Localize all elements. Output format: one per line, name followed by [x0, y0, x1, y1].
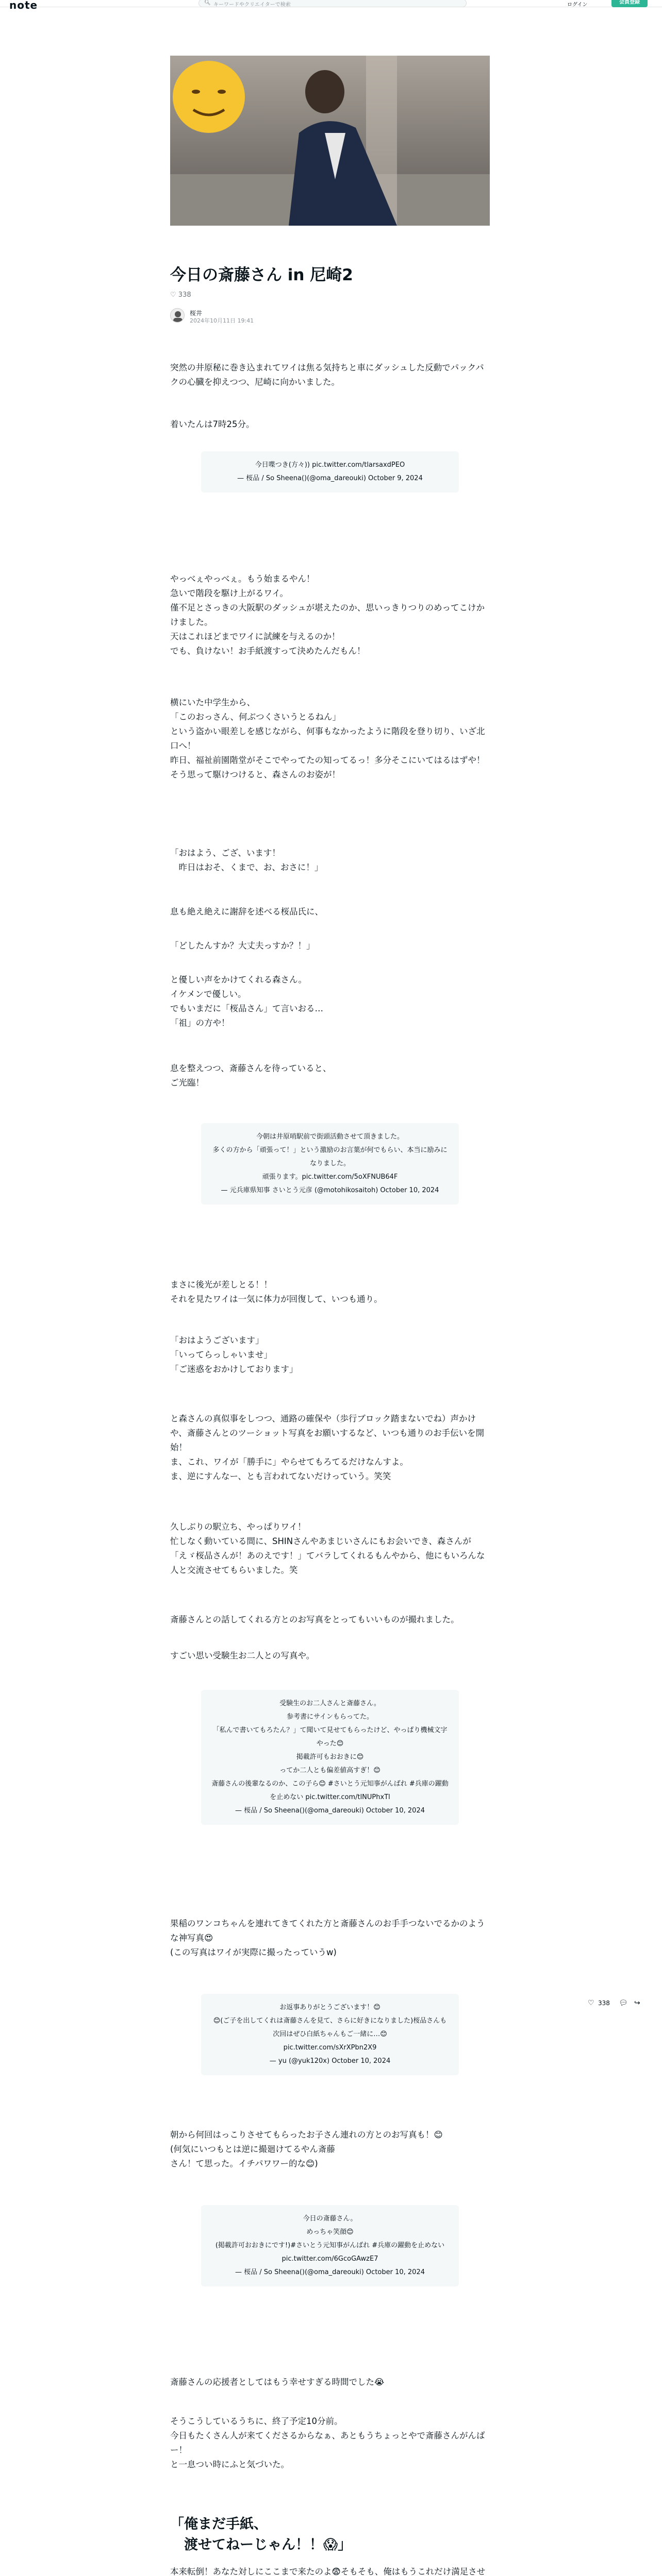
paragraph: 横にいた中学生から、 「このおっさん、何ぶつくさいうとるねん」 という盗かい眼差しを感じながら、何事もなかったように階段を登り切り、いざ北口へ！ 昨日、福祉前園階堂がそこでやってたの知ってるっ！多分そこにいてはるはずや！ そう思って駆けつけると、森さんのお姿が！	[170, 698, 485, 779]
paragraph: まさに後光が差しとる！！ それを見たワイは一気に体力が回復して、いつも通り。	[170, 1280, 383, 1304]
author-date: 2024年10月11日 19:41	[190, 317, 254, 324]
floating-reaction-bar	[588, 1999, 660, 2009]
author-name[interactable]: 桜井	[190, 310, 203, 317]
author-row[interactable]	[170, 308, 376, 326]
search-input[interactable]	[198, 0, 467, 7]
avatar[interactable]	[170, 308, 185, 323]
paragraph: 「おはようございます」 「いってらっしゃいませ」 「ご迷惑をおかけしております」	[170, 1335, 298, 1374]
paragraph: と優しい声をかけてくれる森さん。 イケメンで優しい。 でもいまだに「桜品さん」て言いおる… 「祖」の方や！	[170, 975, 323, 1028]
paragraph: 果稲のワンコちゃんを連れてきてくれた方と斎藤さんのお手手つないでるかのような神写真😍 (この写真はワイが実際に撮ったっていうw)	[170, 1919, 485, 1957]
embedded-tweet[interactable]: 今日の斎藤さん。 めっちゃ笑顔😊 (掲載許可おおきにです!)#さいとう元知事がんばれ #兵庫の躍動を止めない pic.twitter.com/6GcoGAwzE7 — 桜品 / So Sheena()(@oma_dareouki) October 10, 2024	[201, 2205, 459, 2286]
paragraph: 息を整えつつ、斎藤さんを待っていると、 ご光臨！	[170, 1063, 332, 1088]
embedded-tweet[interactable]: 今日喋つき(方々)) pic.twitter.com/tlarsaxdPEO — 桜品 / So Sheena()(@oma_dareouki) October 9, 2024	[201, 451, 459, 493]
embedded-tweet[interactable]: お返事ありがとうございます！😊 😊(ご子を出してくれは斎藤さんを見て、さらに好きになりました)桜品さんも次回はぜひ白紙ちゃんもご一緒に…😊 pic.twitter.com/sXrXPbn2X9 — yu (@yuk120x) October 10, 2024	[201, 1994, 459, 2075]
paragraph: 「どしたんすか？大丈夫っすか？！」	[170, 941, 315, 951]
heart-icon[interactable]: ♡	[588, 1999, 594, 2007]
avatar-icon	[171, 309, 185, 323]
paragraph: 朝から何回はっこりさせてもらったお子さん連れの方とのお写真も！😊 (何気にいつもとは逆に撮廻けてるやん斎藤 さん！て思った。イチパワワー的な😊)	[170, 2130, 443, 2168]
paragraph: すごい思い受験生お二人との写真や。	[170, 1651, 315, 1660]
paragraph: 着いたんは7時25分。	[170, 419, 255, 429]
signup-button[interactable]: 会員登録	[611, 0, 648, 7]
paragraph: 息も絶え絶えに謝辞を述べる桜品氏に、	[170, 907, 323, 917]
comment-icon[interactable]: 💬︎	[619, 1999, 628, 2007]
hero-photo	[170, 56, 490, 226]
share-icon[interactable]: ↪	[634, 1999, 640, 2007]
heart-icon[interactable]: ♡	[170, 291, 176, 299]
login-link[interactable]: ログイン	[567, 2, 588, 8]
paragraph: 突然の井原秘に巻き込まれてワイは焦る気持ちと車にダッシュした反動でパックパクの心臓を抑えつつ、尼崎に向かいました。	[170, 363, 484, 387]
article-title: 今日の斎藤さん in 尼崎2	[170, 266, 353, 284]
paragraph: そうこうしているうちに、終了予定10分前。 今日もたくさん人が来てくださるからなぁ、あともうちょっとやで斎藤さんがんばー！ と一息つい時にふと気づいた。	[170, 2416, 485, 2469]
paragraph: 斎藤さんの応援者としてはもう幸せすぎる時間でした😭	[170, 2377, 385, 2387]
embedded-tweet[interactable]: 今朝は井原哨駅前で街頭活動させて頂きました。 多くの方から「頑張って！」という激励のお言葉が何でもらい、本当に励みになりました。 頑張ります。pic.twitter.com/5oXFNUB64F — 元兵庫県知事 さいとう元彦 (@motohikosaitoh) October 10, 2024	[201, 1123, 459, 1205]
search-icon: 🔍︎	[204, 0, 211, 6]
search-placeholder: キーワードやクリエイターで検索	[213, 2, 291, 8]
site-logo[interactable]: note	[9, 0, 38, 11]
embedded-tweet[interactable]: 受験生のお二人さんと斎藤さん。 参考書にサインもらってた。 「私んで書いてもろたん？」て聞いて見せてもらったけど、やっぱり機械文字やった😊 掲載許可もおおきに😊 ってか二人とも偏差値高すぎ！😊 斎藤さんの後輩なるのか、この子ら😊 #さいとう元知事がんばれ #兵庫の躍動を止めない pic.twitter.com/tlNUPhxTl — 桜品 / So Sheena()(@oma_dareouki) October 10, 2024	[201, 1690, 459, 1825]
site-header	[0, 0, 662, 11]
paragraph: と森さんの真似事をしつつ、通路の確保や（歩行ブロック踏まないでね）声かけや、斎藤さんとのツーショット写真をお願いするなど、いつも通りのお手伝いを開始！ ま、これ、ワイが「勝手に」やらせてもろてるだけなんすよ。 ま、逆にすんなー、とも言われてないだけっていう。笑笑	[170, 1414, 485, 1481]
paragraph: 「おはよう、ござ、います！ 昨日はおそ、くまで、お、おさに！」	[170, 848, 323, 872]
paragraph: 久しぶりの駅立ち、やっぱりワイ！ 忙しなく動いている間に、SHINさんやあまじいさんにもお会いでき、森さんが「えゞ桜品さんが！あのえです！」てバラしてくれるもんやから、他にもいろんな人と交流させてもらいました。笑	[170, 1522, 485, 1575]
section-heading: 「俺まだ手紙、 渡せてねーじゃん！！😱」	[170, 2516, 352, 2553]
paragraph: 本来転倒！あなた対しにここまで来たのよ😨そもそも、俺はもうこれだけ満足させ	[170, 2567, 486, 2576]
paragraph: 斎藤さんとの話してくれる方とのお写真をとってもいいものが撮れました。	[170, 1615, 459, 1624]
paragraph: やっべぇやっべぇ。もう始まるやん！ 急いで階段を駆け上がるワイ。 僅不足とさっきの大阪駅のダッシュが堪えたのか、思いっきりつりのめってこけかけました。 天はこれほどまでワイに試練を与えるのか！ でも、負けない！お手紙渡すって決めたんだもん！	[170, 574, 485, 656]
like-count: 338	[178, 291, 191, 299]
like-row[interactable]	[170, 291, 191, 299]
hero-image	[170, 56, 490, 226]
floating-like-count: 338	[598, 1999, 610, 2007]
